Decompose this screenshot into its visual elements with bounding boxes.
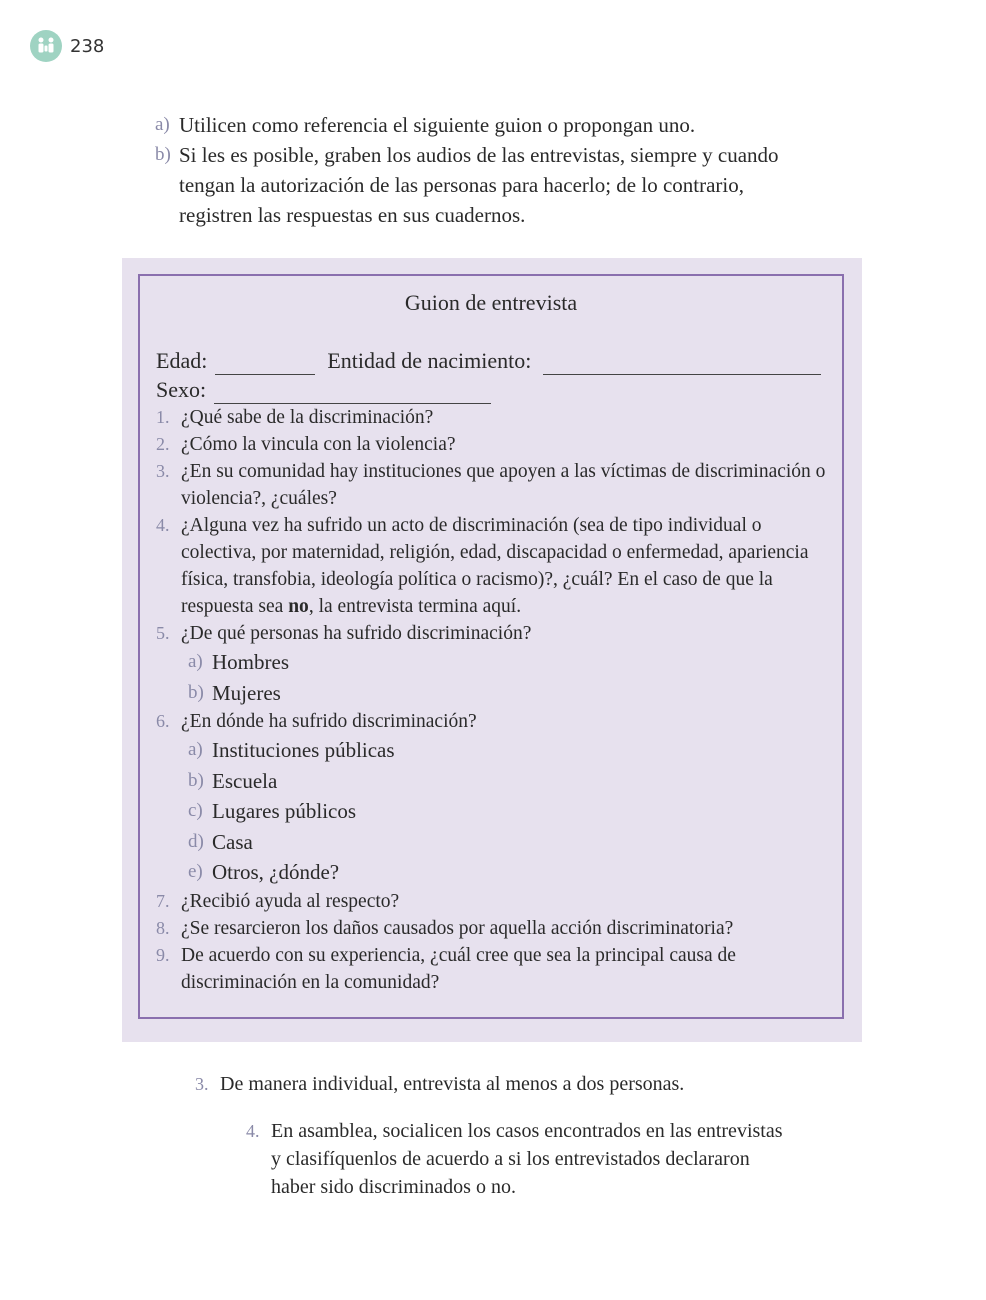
option-item: [188, 827, 826, 858]
intro-text: Si les es posible, graben los audios de las entrevistas, siempre y cuando tengan la autorización de las personas para hacerlo; de lo contrario, registren las respuestas en sus cuadernos.: [179, 143, 779, 227]
option-text: Casa: [212, 829, 253, 854]
question-list: [156, 404, 826, 996]
option-text: Escuela: [212, 768, 278, 793]
option-text: Lugares públicos: [212, 799, 357, 823]
entidad-blank: [543, 354, 821, 375]
question-text: ¿De qué personas ha sufrido discriminación?: [181, 623, 532, 644]
option-list: [156, 735, 826, 888]
question-number: 5.: [156, 623, 170, 643]
option-marker: a): [188, 739, 203, 760]
interview-panel: [122, 258, 862, 1042]
interview-title: Guion de entrevista: [404, 290, 578, 315]
question-number: 6.: [156, 711, 170, 731]
sexo-row: [156, 375, 827, 404]
question-text: De acuerdo con su experiencia, ¿cuál cree que sea la principal causa de discriminación en la comunidad?: [181, 944, 736, 993]
edad-row: [156, 346, 827, 375]
option-marker: c): [188, 800, 203, 821]
question-item: [156, 708, 826, 735]
entidad-label: Entidad de nacimiento:: [327, 348, 532, 373]
question-item: [156, 620, 826, 647]
question-number: 4.: [156, 515, 170, 535]
page-number: 238: [70, 35, 105, 57]
respondent-fields: [156, 346, 827, 404]
sexo-label: Sexo:: [156, 377, 207, 402]
question-text: ¿Se resarcieron los daños causados por aquella acción discriminatoria?: [181, 917, 734, 939]
question-item: [156, 942, 826, 996]
question-number: 9.: [156, 944, 170, 965]
option-text: Instituciones públicas: [212, 738, 395, 762]
activity-step: [195, 1070, 835, 1098]
step-text: De manera individual, entrevista al menos a dos personas.: [220, 1073, 685, 1095]
question-text-bold: no: [288, 596, 309, 617]
option-item: [188, 678, 826, 709]
question-item: [156, 404, 826, 431]
question-text: ¿En su comunidad hay instituciones que apoyen a las víctimas de discriminación o violencia?, ¿cuáles?: [181, 461, 826, 509]
option-marker: a): [188, 651, 203, 672]
option-item: [188, 796, 826, 827]
intro-item: [155, 140, 795, 230]
option-marker: d): [188, 830, 204, 852]
intro-marker: b): [155, 144, 171, 165]
option-marker: b): [188, 769, 204, 791]
question-item: [156, 431, 826, 458]
intro-text: Utilicen como referencia el siguiente guion o propongan uno.: [179, 113, 696, 137]
sexo-blank: [214, 383, 491, 404]
question-text-part: , la entrevista termina aquí.: [308, 596, 522, 617]
activity-step: [246, 1117, 786, 1201]
option-item: [188, 766, 826, 797]
option-item: [188, 647, 826, 678]
interview-frame: [138, 274, 844, 1019]
intro-instructions: [155, 110, 795, 230]
option-list: [156, 647, 826, 708]
question-number: 2.: [156, 434, 170, 454]
question-item: [156, 458, 826, 512]
question-number: 7.: [156, 890, 170, 911]
intro-marker: a): [155, 114, 170, 135]
question-item: [156, 915, 826, 942]
question-text: ¿En dónde ha sufrido discriminación?: [181, 711, 477, 732]
intro-item: [155, 110, 795, 140]
option-item: [188, 857, 826, 888]
question-number: 3.: [156, 461, 170, 481]
question-text: ¿Cómo la vincula con la violencia?: [181, 434, 456, 455]
step-number: 3.: [195, 1074, 209, 1094]
question-number: 1.: [156, 407, 170, 427]
step-text: En asamblea, socialicen los casos encontrados en las entrevistas y clasifíquenlos de acuerdo a si los entrevistados declararon haber sido discriminados o no.: [271, 1120, 783, 1198]
option-marker: e): [188, 861, 203, 882]
edad-label: Edad:: [156, 348, 208, 373]
question-number: 8.: [156, 917, 170, 938]
step-number: 4.: [246, 1121, 260, 1141]
option-marker: b): [188, 681, 204, 703]
question-text: [181, 512, 826, 620]
question-text: ¿Recibió ayuda al respecto?: [181, 890, 400, 912]
edad-blank: [215, 354, 315, 375]
question-text: ¿Qué sabe de la discriminación?: [181, 407, 434, 428]
question-item: [156, 888, 826, 915]
people-group-icon: [30, 30, 62, 62]
option-text: Mujeres: [212, 680, 281, 705]
question-text-part: ¿Alguna vez ha sufrido un acto de discriminación (sea de tipo individual o colectiva, por maternidad, religión, edad, discapacidad o enfermedad, apariencia física, transfobia, ideología política o racismo)?, ¿cuál? En el caso de que la respuesta sea: [181, 515, 809, 617]
page-header: [30, 30, 104, 62]
option-item: [188, 735, 826, 766]
option-text: Otros, ¿dónde?: [212, 860, 340, 884]
option-text: Hombres: [212, 650, 289, 674]
question-item: [156, 512, 826, 620]
